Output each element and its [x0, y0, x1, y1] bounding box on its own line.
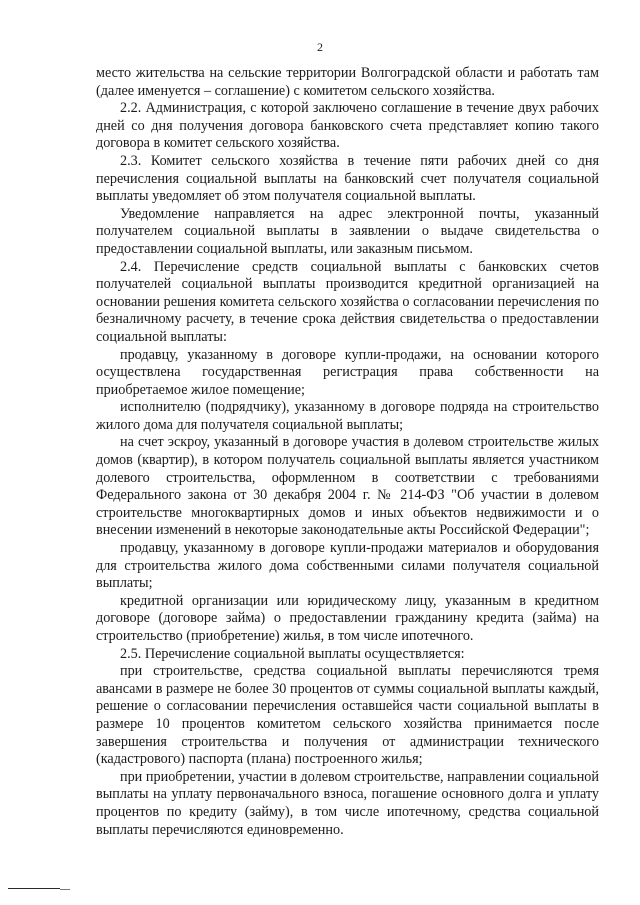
paragraph-continuation: место жительства на сельские территории Волгоградской области и работать там (далее именуется – соглашение) с комитетом сельского хозяйства.: [96, 65, 599, 99]
paragraph-contractor: исполнителю (подрядчику), указанному в договоре подряда на строительство жилого дома для получателя социальной выплаты;: [96, 399, 599, 433]
page-number: 2: [317, 40, 323, 54]
paragraph-credit-org: кредитной организации или юридическому лицу, указанным в кредитном договоре (договоре займа) о предоставлении гражданину кредита (займа) на строительство (приобретение) жилья, в том числе ипотечного.: [96, 592, 599, 644]
paragraph-escrow: на счет эскроу, указанный в договоре участия в долевом строительстве жилых домов (квартир), в котором получатель социальной выплаты является участником долевого строительства, оформленном в соответствии с требованиями Федерального закона от 30 декабря 2004 г. № 214-ФЗ "Об участии в долевом строительстве многоквартирных домов и иных объектов недвижимости и о внесении изменений в некоторые законодательные акты Российской Федерации";: [96, 434, 599, 539]
paragraph-notification: Уведомление направляется на адрес электронной почты, указанный получателем социальной выплаты в заявлении о выдаче свидетельства о предоставлении социальной выплаты, или заказным письмом.: [96, 205, 599, 257]
footer-divider: [8, 888, 60, 889]
paragraph-2-3: 2.3. Комитет сельского хозяйства в течение пяти рабочих дней со дня перечисления социальной выплаты на банковский счет получателя социальной выплаты уведомляет об этом получателя социальной выплаты.: [96, 152, 599, 205]
paragraph-materials-seller: продавцу, указанному в договоре купли-продажи материалов и оборудования для строительства жилого дома собственными силами получателя социальной выплаты;: [96, 540, 599, 592]
paragraph-purchase: при приобретении, участии в долевом строительстве, направлении социальной выплаты на уплату первоначального взноса, погашение основного долга и уплату процентов по кредиту (займу), в том числе ипотечному, средства социальной выплаты перечисляются единовременно.: [96, 768, 599, 838]
paragraph-construction: при строительстве, средства социальной выплаты перечисляются тремя авансами в размере не более 30 процентов от суммы социальной выплаты каждый, решение о согласовании перечисления оставшейся части социальной выплаты в размере 10 процентов комитетом сельского хозяйства принимается после завершения строительства и получения от администрации технического (кадастрового) паспорта (плана) построенного жилья;: [96, 663, 599, 768]
paragraph-seller: продавцу, указанному в договоре купли-продажи, на основании которого осуществлена государственная регистрация права собственности на приобретаемое жилое помещение;: [96, 346, 599, 398]
paragraph-2-4: 2.4. Перечисление средств социальной выплаты с банковских счетов получателей социальной выплаты производится кредитной организацией на основании решения комитета сельского хозяйства о согласовании перечисления по безналичному расчету, в течение срока действия свидетельства о предоставлении социальной выплаты:: [96, 258, 599, 345]
document-body: [96, 65, 599, 839]
footer-divider-tail: [60, 889, 70, 890]
paragraph-2-2: 2.2. Администрация, с которой заключено соглашение в течение двух рабочих дней со дня получения договора банковского счета представляет копию такого договора в комитет сельского хозяйства.: [96, 100, 599, 152]
paragraph-2-5: 2.5. Перечисление социальной выплаты осуществляется:: [120, 645, 465, 662]
